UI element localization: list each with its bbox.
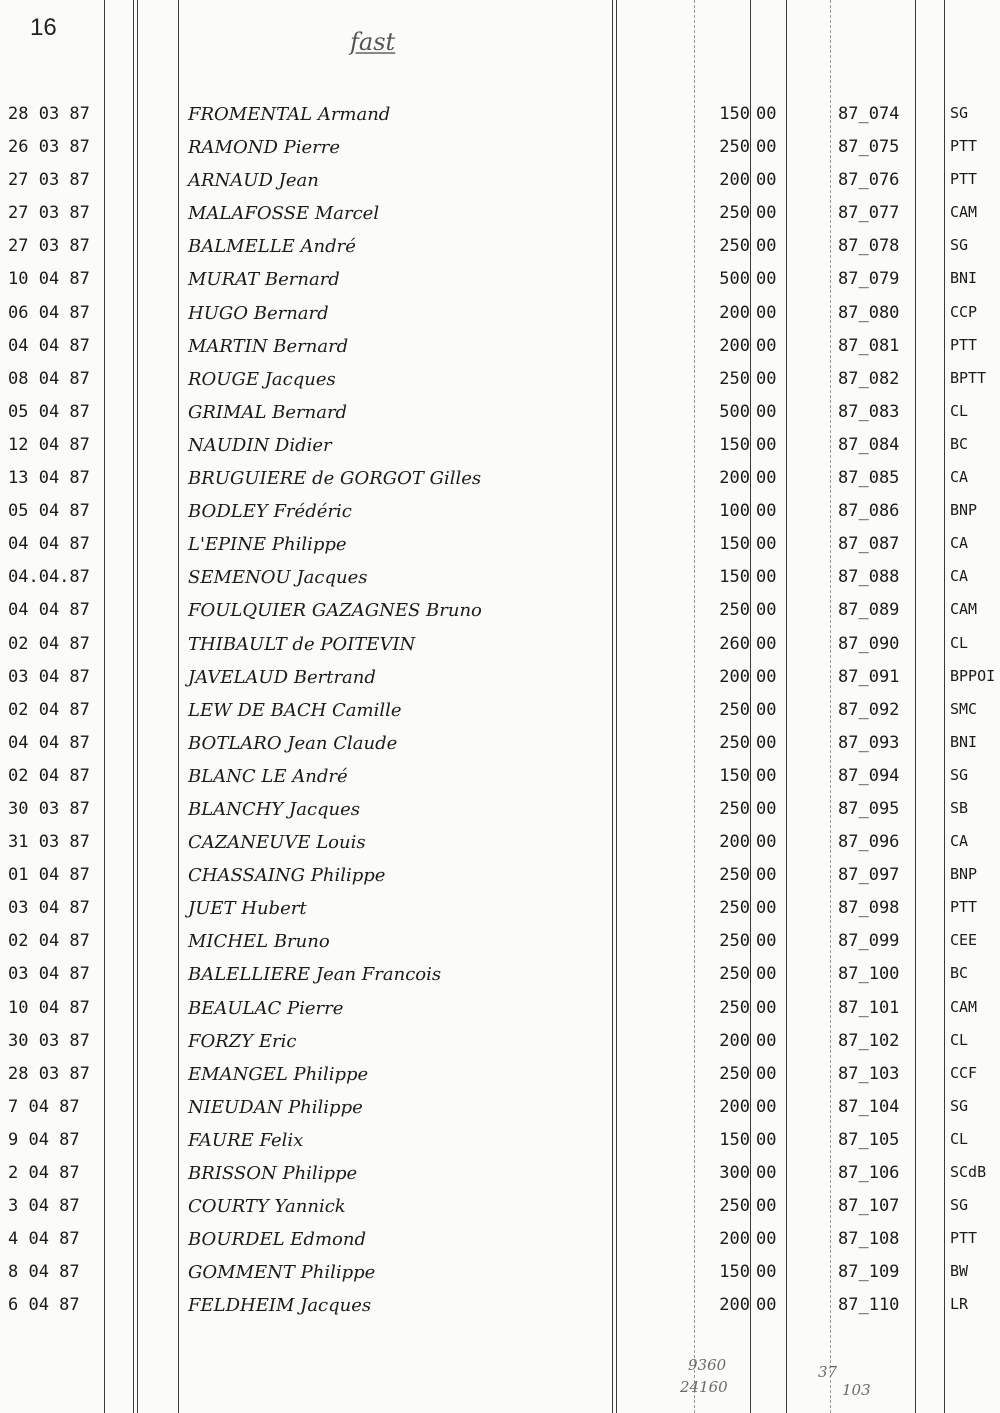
ledger-row [0,762,1000,795]
entry-name: JUET Hubert [188,898,307,920]
entry-name: BRUGUIERE de GORGOT Gilles [188,468,482,490]
entry-reference: 87_081 [838,335,900,356]
ledger-row [0,696,1000,729]
entry-bank-code: CAM [950,997,978,1016]
entry-bank-code: SG [950,104,969,122]
entry-amount: 200 [719,1229,750,1250]
entry-date: 04 04 87 [8,732,90,753]
entry-cents: 00 [756,931,777,952]
entry-cents: 00 [756,1262,777,1283]
entry-name: GOMMENT Philippe [188,1262,376,1284]
entry-name: BEAULAC Pierre [188,997,344,1019]
entry-bank-code: CA [950,468,969,487]
entry-name: MICHEL Bruno [188,931,330,953]
entry-date: 04 04 87 [8,335,90,356]
entry-date: 2 04 87 [8,1163,80,1183]
entry-amount: 250 [719,368,750,389]
entry-cents: 00 [756,1295,777,1316]
footer-range-start: 37 [818,1363,838,1381]
entry-amount: 500 [719,269,750,290]
entry-date: 04.04.87 [8,567,90,588]
entry-date: 30 03 87 [8,798,90,819]
entry-date: 02 04 87 [8,699,90,720]
entry-date: 13 04 87 [8,468,90,489]
entry-date: 02 04 87 [8,931,90,952]
entry-cents: 00 [756,1129,777,1150]
entry-date: 30 03 87 [8,1030,90,1051]
ledger-row [0,960,1000,993]
entry-bank-code: SG [950,236,969,255]
entry-date: 4 04 87 [8,1229,80,1250]
entry-reference: 87_077 [838,203,900,224]
entry-date: 04 04 87 [8,534,90,555]
ledger-row [0,166,1000,199]
entry-reference: 87_091 [838,666,900,687]
entry-name: MALAFOSSE Marcel [188,203,380,225]
entry-reference: 87_106 [838,1163,900,1183]
entry-cents: 00 [756,997,777,1018]
entry-amount: 250 [719,203,750,224]
entry-date: 12 04 87 [8,434,90,455]
entry-bank-code: PTT [950,898,978,917]
entry-reference: 87_090 [838,633,900,654]
entry-bank-code: CEE [950,931,978,950]
entry-amount: 200 [719,666,750,687]
entry-amount: 250 [719,798,750,819]
entry-reference: 87_086 [838,501,900,522]
ledger-row [0,431,1000,464]
entry-cents: 00 [756,798,777,819]
ledger-row [0,365,1000,398]
page-number: 16 [30,14,57,41]
entry-bank-code: BNP [950,865,978,884]
entry-amount: 200 [719,302,750,323]
entry-bank-code: BC [950,434,969,453]
ledger-row [0,398,1000,431]
ledger-row [0,265,1000,298]
entry-reference: 87_103 [838,1063,900,1084]
entry-cents: 00 [756,170,777,191]
ledger-row [0,894,1000,927]
entry-reference: 87_098 [838,898,900,919]
entry-cents: 00 [756,401,777,422]
entry-name: NAUDIN Didier [188,434,332,456]
entry-amount: 150 [719,434,750,455]
ledger-row [0,1291,1000,1324]
entry-reference: 87_075 [838,137,900,158]
ledger-row [0,100,1000,133]
entry-bank-code: CL [950,1030,969,1049]
entry-reference: 87_078 [838,236,900,257]
entry-bank-code: BPTT [950,368,987,387]
ledger-row [0,729,1000,762]
entry-date: 6 04 87 [8,1295,80,1316]
entry-bank-code: LR [950,1295,969,1314]
entry-amount: 100 [719,501,750,522]
entry-amount: 200 [719,335,750,356]
entry-amount: 200 [719,1030,750,1051]
entry-cents: 00 [756,1229,777,1250]
entry-cents: 00 [756,567,777,588]
entry-reference: 87_079 [838,269,900,290]
entry-bank-code: BC [950,964,969,983]
entry-date: 9 04 87 [8,1129,80,1150]
entry-amount: 150 [719,1262,750,1283]
entry-bank-code: SG [950,1096,969,1115]
entry-bank-code: CA [950,832,969,851]
entry-name: SEMENOU Jacques [188,567,368,589]
ledger-row [0,596,1000,629]
entry-cents: 00 [756,865,777,886]
ledger-rows [0,100,1000,1324]
entry-amount: 250 [719,1196,750,1217]
entry-bank-code: BNI [950,732,978,751]
entry-reference: 87_094 [838,765,900,786]
entry-cents: 00 [756,898,777,919]
entry-amount: 250 [719,931,750,952]
entry-reference: 87_101 [838,997,900,1018]
entry-date: 05 04 87 [8,401,90,422]
entry-reference: 87_093 [838,732,900,753]
entry-name: GRIMAL Bernard [188,401,348,423]
entry-amount: 150 [719,534,750,555]
entry-date: 8 04 87 [8,1262,80,1283]
entry-bank-code: CCP [950,302,978,321]
entry-date: 7 04 87 [8,1096,80,1117]
footer-subtotal: 9360 [688,1356,727,1374]
entry-bank-code: CL [950,1129,969,1148]
entry-cents: 00 [756,203,777,224]
entry-name: HUGO Bernard [188,302,329,324]
entry-date: 27 03 87 [8,170,90,191]
entry-bank-code: CA [950,534,969,553]
entry-name: BALMELLE André [188,236,356,258]
entry-amount: 150 [719,1129,750,1150]
entry-reference: 87_105 [838,1129,900,1150]
ledger-row [0,1027,1000,1060]
ledger-row [0,299,1000,332]
entry-reference: 87_099 [838,931,900,952]
entry-date: 31 03 87 [8,832,90,853]
entry-cents: 00 [756,732,777,753]
entry-amount: 250 [719,236,750,257]
ledger-row [0,630,1000,663]
header-annotation: fast [350,28,396,56]
entry-reference: 87_083 [838,401,900,422]
entry-name: MURAT Bernard [188,269,340,291]
entry-bank-code: SG [950,1196,969,1215]
entry-name: MARTIN Bernard [188,335,349,357]
ledger-row [0,464,1000,497]
entry-name: FROMENTAL Armand [188,104,391,125]
entry-bank-code: BPPOI [950,666,996,685]
entry-reference: 87_076 [838,170,900,191]
entry-cents: 00 [756,1030,777,1051]
entry-bank-code: BW [950,1262,969,1281]
entry-bank-code: CAM [950,600,978,619]
entry-name: COURTY Yannick [188,1196,346,1218]
entry-name: NIEUDAN Philippe [188,1096,363,1118]
entry-name: JAVELAUD Bertrand [188,666,376,688]
entry-bank-code: CA [950,567,969,586]
entry-bank-code: PTT [950,1229,978,1248]
entry-date: 26 03 87 [8,137,90,158]
entry-name: EMANGEL Philippe [188,1063,369,1085]
entry-cents: 00 [756,699,777,720]
entry-amount: 150 [719,104,750,124]
entry-date: 27 03 87 [8,236,90,257]
entry-amount: 250 [719,997,750,1018]
entry-bank-code: SG [950,765,969,784]
ledger-row [0,1159,1000,1192]
entry-date: 01 04 87 [8,865,90,886]
entry-reference: 87_100 [838,964,900,985]
ledger-row [0,199,1000,232]
entry-cents: 00 [756,236,777,257]
entry-reference: 87_095 [838,798,900,819]
entry-name: BLANCHY Jacques [188,798,361,820]
entry-cents: 00 [756,1163,777,1183]
entry-bank-code: SB [950,798,969,817]
entry-name: FELDHEIM Jacques [188,1295,372,1317]
entry-amount: 250 [719,865,750,886]
entry-date: 27 03 87 [8,203,90,224]
entry-name: FOULQUIER GAZAGNES Bruno [188,600,482,622]
entry-bank-code: CL [950,633,969,652]
entry-name: RAMOND Pierre [188,137,341,159]
entry-cents: 00 [756,1096,777,1117]
entry-date: 28 03 87 [8,104,90,124]
entry-cents: 00 [756,534,777,555]
ledger-row [0,1060,1000,1093]
entry-reference: 87_109 [838,1262,900,1283]
ledger-row [0,1225,1000,1258]
entry-cents: 00 [756,964,777,985]
entry-name: BOURDEL Edmond [188,1229,366,1251]
ledger-row [0,497,1000,530]
entry-amount: 260 [719,633,750,654]
entry-name: BLANC LE André [188,765,348,787]
entry-reference: 87_096 [838,832,900,853]
ledger-row [0,861,1000,894]
ledger-row [0,563,1000,596]
entry-date: 08 04 87 [8,368,90,389]
entry-reference: 87_084 [838,434,900,455]
entry-cents: 00 [756,765,777,786]
entry-name: BODLEY Frédéric [188,501,352,523]
entry-bank-code: CCF [950,1063,978,1082]
entry-cents: 00 [756,501,777,522]
entry-name: FORZY Eric [188,1030,297,1052]
entry-amount: 150 [719,765,750,786]
entry-amount: 200 [719,1295,750,1316]
entry-name: BOTLARO Jean Claude [188,732,398,754]
entry-cents: 00 [756,633,777,654]
entry-name: FAURE Felix [188,1129,304,1151]
entry-amount: 500 [719,401,750,422]
ledger-row [0,530,1000,563]
entry-reference: 87_097 [838,865,900,886]
footer-running-total: 24160 [680,1378,728,1396]
entry-reference: 87_102 [838,1030,900,1051]
entry-cents: 00 [756,335,777,356]
entry-name: THIBAULT de POITEVIN [188,633,416,655]
entry-date: 10 04 87 [8,269,90,290]
entry-reference: 87_082 [838,368,900,389]
ledger-row [0,1192,1000,1225]
entry-date: 02 04 87 [8,633,90,654]
entry-cents: 00 [756,137,777,158]
entry-cents: 00 [756,434,777,455]
ledger-row [0,1258,1000,1291]
entry-reference: 87_092 [838,699,900,720]
ledger-row [0,828,1000,861]
ledger-row [0,1126,1000,1159]
entry-cents: 00 [756,468,777,489]
entry-amount: 250 [719,600,750,621]
entry-date: 05 04 87 [8,501,90,522]
entry-reference: 87_108 [838,1229,900,1250]
entry-amount: 250 [719,732,750,753]
entry-bank-code: BNI [950,269,978,288]
entry-cents: 00 [756,832,777,853]
entry-cents: 00 [756,368,777,389]
entry-amount: 200 [719,832,750,853]
entry-reference: 87_087 [838,534,900,555]
entry-cents: 00 [756,269,777,290]
entry-bank-code: CL [950,401,969,420]
entry-reference: 87_088 [838,567,900,588]
entry-date: 28 03 87 [8,1063,90,1084]
entry-reference: 87_104 [838,1096,900,1117]
entry-reference: 87_080 [838,302,900,323]
ledger-row [0,663,1000,696]
entry-reference: 87_089 [838,600,900,621]
ledger-row [0,1093,1000,1126]
entry-date: 03 04 87 [8,666,90,687]
entry-amount: 250 [719,137,750,158]
footer-range-end: 103 [842,1381,871,1399]
entry-name: ARNAUD Jean [188,170,319,192]
entry-amount: 250 [719,1063,750,1084]
entry-bank-code: PTT [950,137,978,156]
entry-amount: 250 [719,964,750,985]
entry-reference: 87_085 [838,468,900,489]
entry-date: 03 04 87 [8,964,90,985]
entry-amount: 200 [719,170,750,191]
entry-date: 04 04 87 [8,600,90,621]
entry-reference: 87_074 [838,104,900,124]
entry-date: 02 04 87 [8,765,90,786]
entry-date: 3 04 87 [8,1196,80,1217]
entry-cents: 00 [756,666,777,687]
ledger-row [0,332,1000,365]
entry-name: CHASSAING Philippe [188,865,386,887]
entry-name: BRISSON Philippe [188,1163,358,1184]
entry-date: 06 04 87 [8,302,90,323]
ledger-row [0,232,1000,265]
entry-name: L'EPINE Philippe [188,534,347,556]
ledger-row [0,133,1000,166]
entry-bank-code: SCdB [950,1163,987,1181]
entry-amount: 200 [719,1096,750,1117]
entry-date: 03 04 87 [8,898,90,919]
entry-reference: 87_107 [838,1196,900,1217]
entry-date: 10 04 87 [8,997,90,1018]
entry-bank-code: SMC [950,699,978,718]
entry-name: CAZANEUVE Louis [188,832,366,854]
ledger-row [0,927,1000,960]
ledger-row [0,994,1000,1027]
entry-cents: 00 [756,600,777,621]
entry-cents: 00 [756,1063,777,1084]
entry-bank-code: CAM [950,203,978,222]
entry-cents: 00 [756,302,777,323]
entry-reference: 87_110 [838,1295,900,1316]
entry-bank-code: PTT [950,170,978,189]
entry-name: ROUGE Jacques [188,368,336,390]
entry-amount: 300 [719,1163,750,1183]
entry-name: LEW DE BACH Camille [188,699,402,721]
entry-amount: 150 [719,567,750,588]
entry-name: BALELLIERE Jean Francois [188,964,442,986]
entry-cents: 00 [756,1196,777,1217]
ledger-row [0,795,1000,828]
entry-bank-code: PTT [950,335,978,354]
entry-amount: 250 [719,898,750,919]
entry-amount: 200 [719,468,750,489]
entry-cents: 00 [756,104,777,124]
entry-bank-code: BNP [950,501,978,520]
entry-amount: 250 [719,699,750,720]
